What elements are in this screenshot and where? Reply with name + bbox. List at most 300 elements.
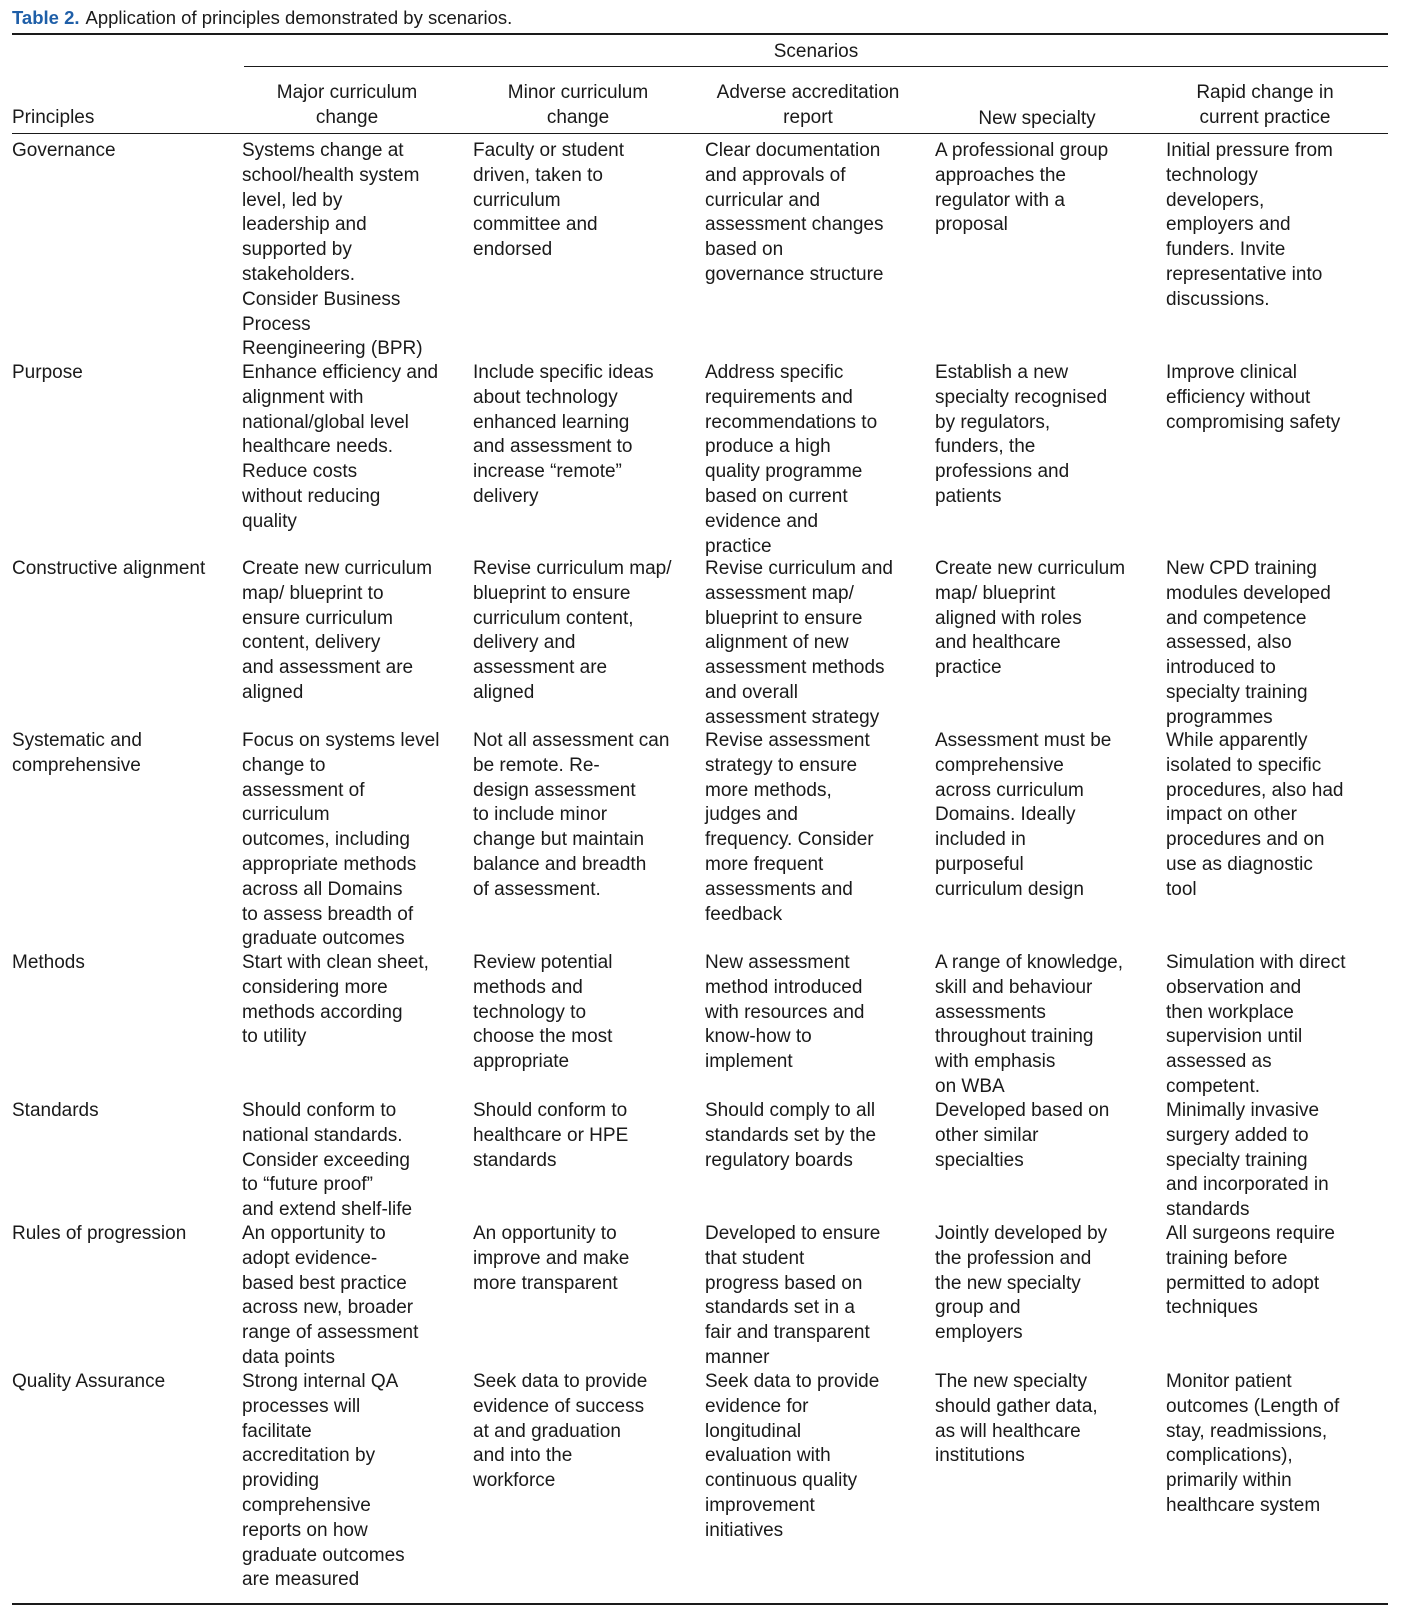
text-line: healthcare or HPE — [473, 1124, 629, 1146]
table-cell — [1166, 139, 1333, 313]
text-line: assessment are — [473, 657, 608, 679]
text-line: Developed to ensure — [705, 1223, 881, 1244]
text-line: training before — [1166, 1247, 1288, 1269]
table-cell — [935, 557, 1125, 681]
text-line: Should comply to all — [705, 1100, 876, 1121]
text-line: assessments — [935, 1001, 1046, 1023]
column-header-line: New specialty — [978, 108, 1096, 129]
principle-cell — [12, 1222, 186, 1247]
text-line: across new, broader — [242, 1297, 414, 1319]
text-line: modules developed — [1166, 582, 1331, 604]
text-line: funders, the — [935, 436, 1036, 458]
text-line: Monitor patient — [1166, 1371, 1292, 1392]
text-line: content, delivery — [242, 632, 381, 654]
text-line: more transparent — [473, 1272, 618, 1294]
text-line: assessment strategy — [705, 706, 880, 728]
principle-line: Constructive alignment — [12, 558, 206, 579]
table-cell — [242, 1222, 418, 1371]
table-cell — [242, 139, 423, 362]
text-line: to assess breadth of — [242, 903, 414, 925]
principle-cell — [12, 729, 142, 779]
text-line: Seek data to provide — [705, 1371, 880, 1392]
text-line: assessed as — [1166, 1051, 1272, 1073]
text-line: be remote. Re- — [473, 754, 600, 776]
text-line: to include minor — [473, 804, 608, 826]
text-line: Minimally invasive — [1166, 1100, 1320, 1121]
table-cell — [473, 1099, 628, 1173]
text-line: more frequent — [705, 853, 824, 875]
text-line: across all Domains — [242, 878, 403, 900]
text-line: and healthcare — [935, 632, 1061, 654]
text-line: supervision until — [1166, 1026, 1303, 1048]
text-line: regulator with a — [935, 189, 1065, 211]
table-cell — [935, 1222, 1107, 1346]
text-line: Review potential — [473, 952, 613, 973]
text-line: driven, taken to — [473, 164, 603, 186]
text-line: Enhance efficiency and — [242, 362, 439, 383]
text-line: aligned with roles — [935, 607, 1082, 629]
text-line: on WBA — [935, 1075, 1005, 1097]
text-line: impact on other — [1166, 804, 1297, 826]
principle-line: Methods — [12, 952, 85, 973]
text-line: fair and transparent — [705, 1322, 870, 1344]
table-cell — [473, 729, 669, 903]
text-line: improvement — [705, 1494, 815, 1516]
text-line: surgery added to — [1166, 1124, 1309, 1146]
table-cell — [935, 1370, 1098, 1469]
text-line: the new specialty — [935, 1272, 1081, 1294]
column-header-line: current practice — [1199, 107, 1331, 128]
text-line: committee and — [473, 214, 598, 236]
text-line: at and graduation — [473, 1420, 621, 1442]
column-header-line: change — [315, 107, 379, 128]
table-cell — [705, 1222, 880, 1371]
column-header — [922, 106, 1152, 131]
table-cell — [1166, 557, 1331, 731]
text-line: more methods, — [705, 779, 832, 801]
text-line: know-how to — [705, 1026, 812, 1048]
text-line: procedures and on — [1166, 829, 1325, 851]
table-cell — [935, 1099, 1109, 1173]
principle-cell — [12, 1099, 99, 1124]
table-cell — [242, 1099, 412, 1223]
text-line: outcomes (Length of — [1166, 1395, 1340, 1417]
text-line: processes will — [242, 1395, 361, 1417]
text-line: curricular and — [705, 189, 821, 211]
text-line: facilitate — [242, 1420, 312, 1442]
text-line: ensure curriculum — [242, 607, 393, 629]
column-header-line: Rapid change in — [1196, 82, 1334, 103]
text-line: strategy to ensure — [705, 754, 858, 776]
text-line: as will healthcare — [935, 1420, 1081, 1442]
text-line: outcomes, including — [242, 829, 410, 851]
text-line: approaches the — [935, 164, 1066, 186]
text-line: standards — [1166, 1199, 1250, 1221]
text-line: Should conform to — [473, 1100, 628, 1121]
principle-cell — [12, 951, 85, 976]
table-cell — [242, 361, 438, 535]
table-cell — [473, 557, 672, 706]
text-line: Create new curriculum — [935, 558, 1126, 579]
text-line: blueprint to ensure — [473, 582, 631, 604]
text-line: blueprint to ensure — [705, 607, 863, 629]
column-header-line: report — [783, 107, 833, 128]
text-line: developers, — [1166, 189, 1265, 211]
text-line: frequency. Consider — [705, 829, 874, 851]
text-line: other similar — [935, 1124, 1039, 1146]
text-line: funders. Invite — [1166, 239, 1286, 261]
text-line: Start with clean sheet, — [242, 952, 429, 973]
text-line: discussions. — [1166, 288, 1270, 310]
text-line: competent. — [1166, 1075, 1260, 1097]
column-header-line: Major curriculum — [276, 82, 418, 103]
text-line: based on — [705, 239, 784, 261]
text-line: delivery — [473, 485, 539, 507]
column-header — [463, 80, 693, 130]
text-line: use as diagnostic — [1166, 853, 1313, 875]
text-line: complications), — [1166, 1445, 1293, 1467]
table-label: Table 2. — [12, 7, 80, 28]
table-cell — [705, 361, 877, 559]
text-line: Initial pressure from — [1166, 140, 1333, 161]
text-line: aligned — [473, 681, 535, 703]
text-line: graduate outcomes — [242, 928, 405, 950]
text-line: recommendations to — [705, 411, 878, 433]
table-cell — [473, 361, 654, 510]
principle-cell — [12, 139, 116, 164]
text-line: curriculum content, — [473, 607, 634, 629]
scenarios-header: Scenarios — [773, 41, 859, 62]
text-line: procedures, also had — [1166, 779, 1344, 801]
table-cell — [705, 1370, 879, 1544]
text-line: curriculum design — [935, 878, 1084, 900]
text-line: across curriculum — [935, 779, 1084, 801]
principle-cell — [12, 557, 205, 582]
text-line: Include specific ideas — [473, 362, 654, 383]
text-line: to “future proof” — [242, 1174, 373, 1196]
table-cell — [705, 557, 893, 731]
text-line: Focus on systems level — [242, 730, 440, 751]
text-line: produce a high — [705, 436, 831, 458]
text-line: tool — [1166, 878, 1197, 900]
text-line: national standards. — [242, 1124, 403, 1146]
table-caption — [12, 6, 512, 30]
text-line: Create new curriculum — [242, 558, 433, 579]
text-line: quality — [242, 510, 297, 532]
text-line: level, led by — [242, 189, 343, 211]
text-line: specialties — [935, 1149, 1024, 1171]
text-line: by regulators, — [935, 411, 1051, 433]
text-line: based best practice — [242, 1272, 407, 1294]
table-title: Application of principles demonstrated by scenarios. — [85, 7, 513, 28]
top-rule — [12, 33, 1388, 35]
text-line: providing — [242, 1470, 320, 1492]
text-line: specialty training — [1166, 681, 1308, 703]
text-line: comprehensive — [935, 754, 1064, 776]
header-rule — [12, 133, 1388, 134]
table-cell — [473, 1370, 647, 1494]
text-line: An opportunity to — [242, 1223, 386, 1244]
text-line: New CPD training — [1166, 558, 1317, 579]
table-cell — [935, 139, 1108, 238]
principle-line: Purpose — [12, 362, 83, 383]
text-line: Strong internal QA — [242, 1371, 399, 1392]
table-cell — [935, 729, 1111, 903]
table-cell — [1166, 951, 1346, 1100]
text-line: comprehensive — [242, 1494, 371, 1516]
table-cell — [242, 557, 432, 706]
text-line: enhanced learning — [473, 411, 630, 433]
text-line: practice — [935, 657, 1002, 679]
text-line: programmes — [1166, 706, 1273, 728]
text-line: appropriate methods — [242, 853, 417, 875]
text-line: standards set in a — [705, 1297, 855, 1319]
text-line: assessed, also — [1166, 632, 1292, 654]
text-line: feedback — [705, 903, 783, 925]
text-line: isolated to specific — [1166, 754, 1322, 776]
text-line: change to — [242, 754, 326, 776]
text-line: Reengineering (BPR) — [242, 338, 423, 360]
text-line: Developed based on — [935, 1100, 1110, 1121]
text-line: efficiency without — [1166, 386, 1311, 408]
text-line: progress based on — [705, 1272, 863, 1294]
table-cell — [935, 361, 1107, 510]
table-cell — [242, 951, 429, 1050]
bottom-rule — [12, 1603, 1388, 1605]
text-line: graduate outcomes — [242, 1544, 405, 1566]
text-line: employers — [935, 1322, 1023, 1344]
table-cell — [705, 951, 864, 1075]
text-line: Systems change at — [242, 140, 404, 161]
table-cell — [705, 139, 884, 288]
text-line: Revise curriculum and — [705, 558, 893, 579]
text-line: specialty recognised — [935, 386, 1108, 408]
text-line: Domains. Ideally — [935, 804, 1076, 826]
table-cell — [242, 1370, 405, 1593]
text-line: change but maintain — [473, 829, 645, 851]
text-line: and extend shelf-life — [242, 1199, 413, 1221]
table-cell — [473, 951, 612, 1075]
table-cell — [1166, 1222, 1335, 1321]
text-line: map/ blueprint — [935, 582, 1056, 604]
text-line: stakeholders. — [242, 263, 356, 285]
text-line: An opportunity to — [473, 1223, 617, 1244]
text-line: Clear documentation — [705, 140, 881, 161]
text-line: patients — [935, 485, 1002, 507]
text-line: requirements and — [705, 386, 853, 408]
text-line: evidence for — [705, 1395, 809, 1417]
table-cell — [935, 951, 1123, 1100]
text-line: delivery and — [473, 632, 576, 654]
text-line: Address specific — [705, 362, 844, 383]
principle-line: Systematic and — [12, 730, 142, 751]
text-line: the profession and — [935, 1247, 1092, 1269]
text-line: techniques — [1166, 1297, 1258, 1319]
text-line: quality programme — [705, 461, 863, 483]
text-line: range of assessment — [242, 1322, 419, 1344]
text-line: increase “remote” — [473, 461, 622, 483]
principle-cell — [12, 361, 83, 386]
text-line: healthcare needs. — [242, 436, 394, 458]
text-line: methods according — [242, 1001, 403, 1023]
text-line: skill and behaviour — [935, 976, 1093, 998]
principle-cell — [12, 1370, 165, 1395]
text-line: standards — [473, 1149, 557, 1171]
text-line: national/global level — [242, 411, 409, 433]
text-line: longitudinal — [705, 1420, 802, 1442]
text-line: continuous quality — [705, 1470, 858, 1492]
text-line: and into the — [473, 1445, 573, 1467]
column-header — [1150, 80, 1380, 130]
table-cell — [1166, 1099, 1329, 1223]
text-line: accreditation by — [242, 1445, 376, 1467]
table-cell — [705, 729, 874, 927]
text-line: considering more — [242, 976, 388, 998]
text-line: and overall — [705, 681, 798, 703]
text-line: governance structure — [705, 263, 884, 285]
text-line: purposeful — [935, 853, 1024, 875]
text-line: The new specialty — [935, 1371, 1088, 1392]
text-line: design assessment — [473, 779, 636, 801]
text-line: method introduced — [705, 976, 863, 998]
text-line: stay, readmissions, — [1166, 1420, 1328, 1442]
text-line: Should conform to — [242, 1100, 397, 1121]
text-line: assessment methods — [705, 657, 885, 679]
text-line: assessment map/ — [705, 582, 854, 604]
text-line: healthcare system — [1166, 1494, 1321, 1516]
text-line: and approvals of — [705, 164, 846, 186]
text-line: Consider Business — [242, 288, 401, 310]
text-line: permitted to adopt — [1166, 1272, 1320, 1294]
text-line: Revise assessment — [705, 730, 870, 751]
text-line: evidence of success — [473, 1395, 645, 1417]
text-line: observation and — [1166, 976, 1302, 998]
table-cell — [1166, 729, 1343, 903]
text-line: adopt evidence- — [242, 1247, 378, 1269]
text-line: technology to — [473, 1001, 587, 1023]
text-line: school/health system — [242, 164, 420, 186]
text-line: Revise curriculum map/ — [473, 558, 672, 579]
text-line: appropriate — [473, 1051, 570, 1073]
text-line: assessment of — [242, 779, 365, 801]
table-cell — [242, 729, 439, 952]
table-cell — [1166, 1370, 1339, 1519]
table-cell — [705, 1099, 876, 1173]
column-header — [232, 80, 462, 130]
text-line: Jointly developed by — [935, 1223, 1108, 1244]
text-line: aligned — [242, 681, 304, 703]
text-line: of assessment. — [473, 878, 601, 900]
text-line: judges and — [705, 804, 798, 826]
text-line: institutions — [935, 1445, 1025, 1467]
text-line: Improve clinical — [1166, 362, 1297, 383]
text-line: based on current — [705, 485, 848, 507]
principle-line: Rules of progression — [12, 1223, 187, 1244]
text-line: workforce — [473, 1470, 556, 1492]
text-line: and assessment to — [473, 436, 633, 458]
text-line: specialty training — [1166, 1149, 1308, 1171]
text-line: practice — [705, 535, 772, 557]
column-header — [693, 80, 923, 130]
text-line: assessments and — [705, 878, 853, 900]
text-line: Faculty or student — [473, 140, 625, 161]
text-line: Simulation with direct — [1166, 952, 1346, 973]
text-line: improve and make — [473, 1247, 630, 1269]
text-line: with resources and — [705, 1001, 865, 1023]
text-line: While apparently — [1166, 730, 1308, 751]
text-line: primarily within — [1166, 1470, 1292, 1492]
text-line: endorsed — [473, 239, 553, 261]
text-line: then workplace — [1166, 1001, 1294, 1023]
principle-line: comprehensive — [12, 754, 141, 776]
scenarios-rule — [244, 66, 1388, 67]
text-line: evidence and — [705, 510, 819, 532]
column-header-line: change — [546, 107, 610, 128]
text-line: proposal — [935, 214, 1008, 236]
text-line: alignment with — [242, 386, 364, 408]
text-line: implement — [705, 1051, 793, 1073]
text-line: leadership and — [242, 214, 367, 236]
text-line: New assessment — [705, 952, 850, 973]
text-line: and incorporated in — [1166, 1174, 1329, 1196]
text-line: reports on how — [242, 1519, 368, 1541]
table-cell — [1166, 361, 1340, 435]
text-line: to utility — [242, 1026, 307, 1048]
text-line: balance and breadth — [473, 853, 647, 875]
principle-line: Governance — [12, 140, 116, 161]
text-line: All surgeons require — [1166, 1223, 1335, 1244]
text-line: A professional group — [935, 140, 1109, 161]
text-line: assessment changes — [705, 214, 884, 236]
text-line: alignment of new — [705, 632, 849, 654]
text-line: choose the most — [473, 1026, 613, 1048]
text-line: professions and — [935, 461, 1070, 483]
text-line: initiatives — [705, 1519, 784, 1541]
table-cell — [473, 1222, 629, 1296]
principle-line: Standards — [12, 1100, 99, 1121]
principle-line: Quality Assurance — [12, 1371, 166, 1392]
text-line: included in — [935, 829, 1026, 851]
text-line: and assessment are — [242, 657, 414, 679]
column-header-line: Adverse accreditation — [716, 82, 900, 103]
text-line: Assessment must be — [935, 730, 1112, 751]
text-line: regulatory boards — [705, 1149, 853, 1171]
text-line: evaluation with — [705, 1445, 831, 1467]
text-line: group and — [935, 1297, 1021, 1319]
column-header-line: Minor curriculum — [507, 82, 649, 103]
text-line: technology — [1166, 164, 1258, 186]
text-line: representative into — [1166, 263, 1323, 285]
text-line: manner — [705, 1346, 770, 1368]
text-line: without reducing — [242, 485, 381, 507]
text-line: Seek data to provide — [473, 1371, 648, 1392]
text-line: introduced to — [1166, 657, 1276, 679]
text-line: data points — [242, 1346, 335, 1368]
text-line: supported by — [242, 239, 352, 261]
text-line: are measured — [242, 1569, 360, 1591]
text-line: curriculum — [242, 804, 330, 826]
text-line: and competence — [1166, 607, 1307, 629]
text-line: Process — [242, 313, 311, 335]
text-line: should gather data, — [935, 1395, 1098, 1417]
table-cell — [473, 139, 624, 263]
text-line: that student — [705, 1247, 805, 1269]
text-line: A range of knowledge, — [935, 952, 1124, 973]
text-line: throughout training — [935, 1026, 1094, 1048]
text-line: employers and — [1166, 214, 1291, 236]
text-line: Not all assessment can — [473, 730, 670, 751]
text-line: about technology — [473, 386, 618, 408]
